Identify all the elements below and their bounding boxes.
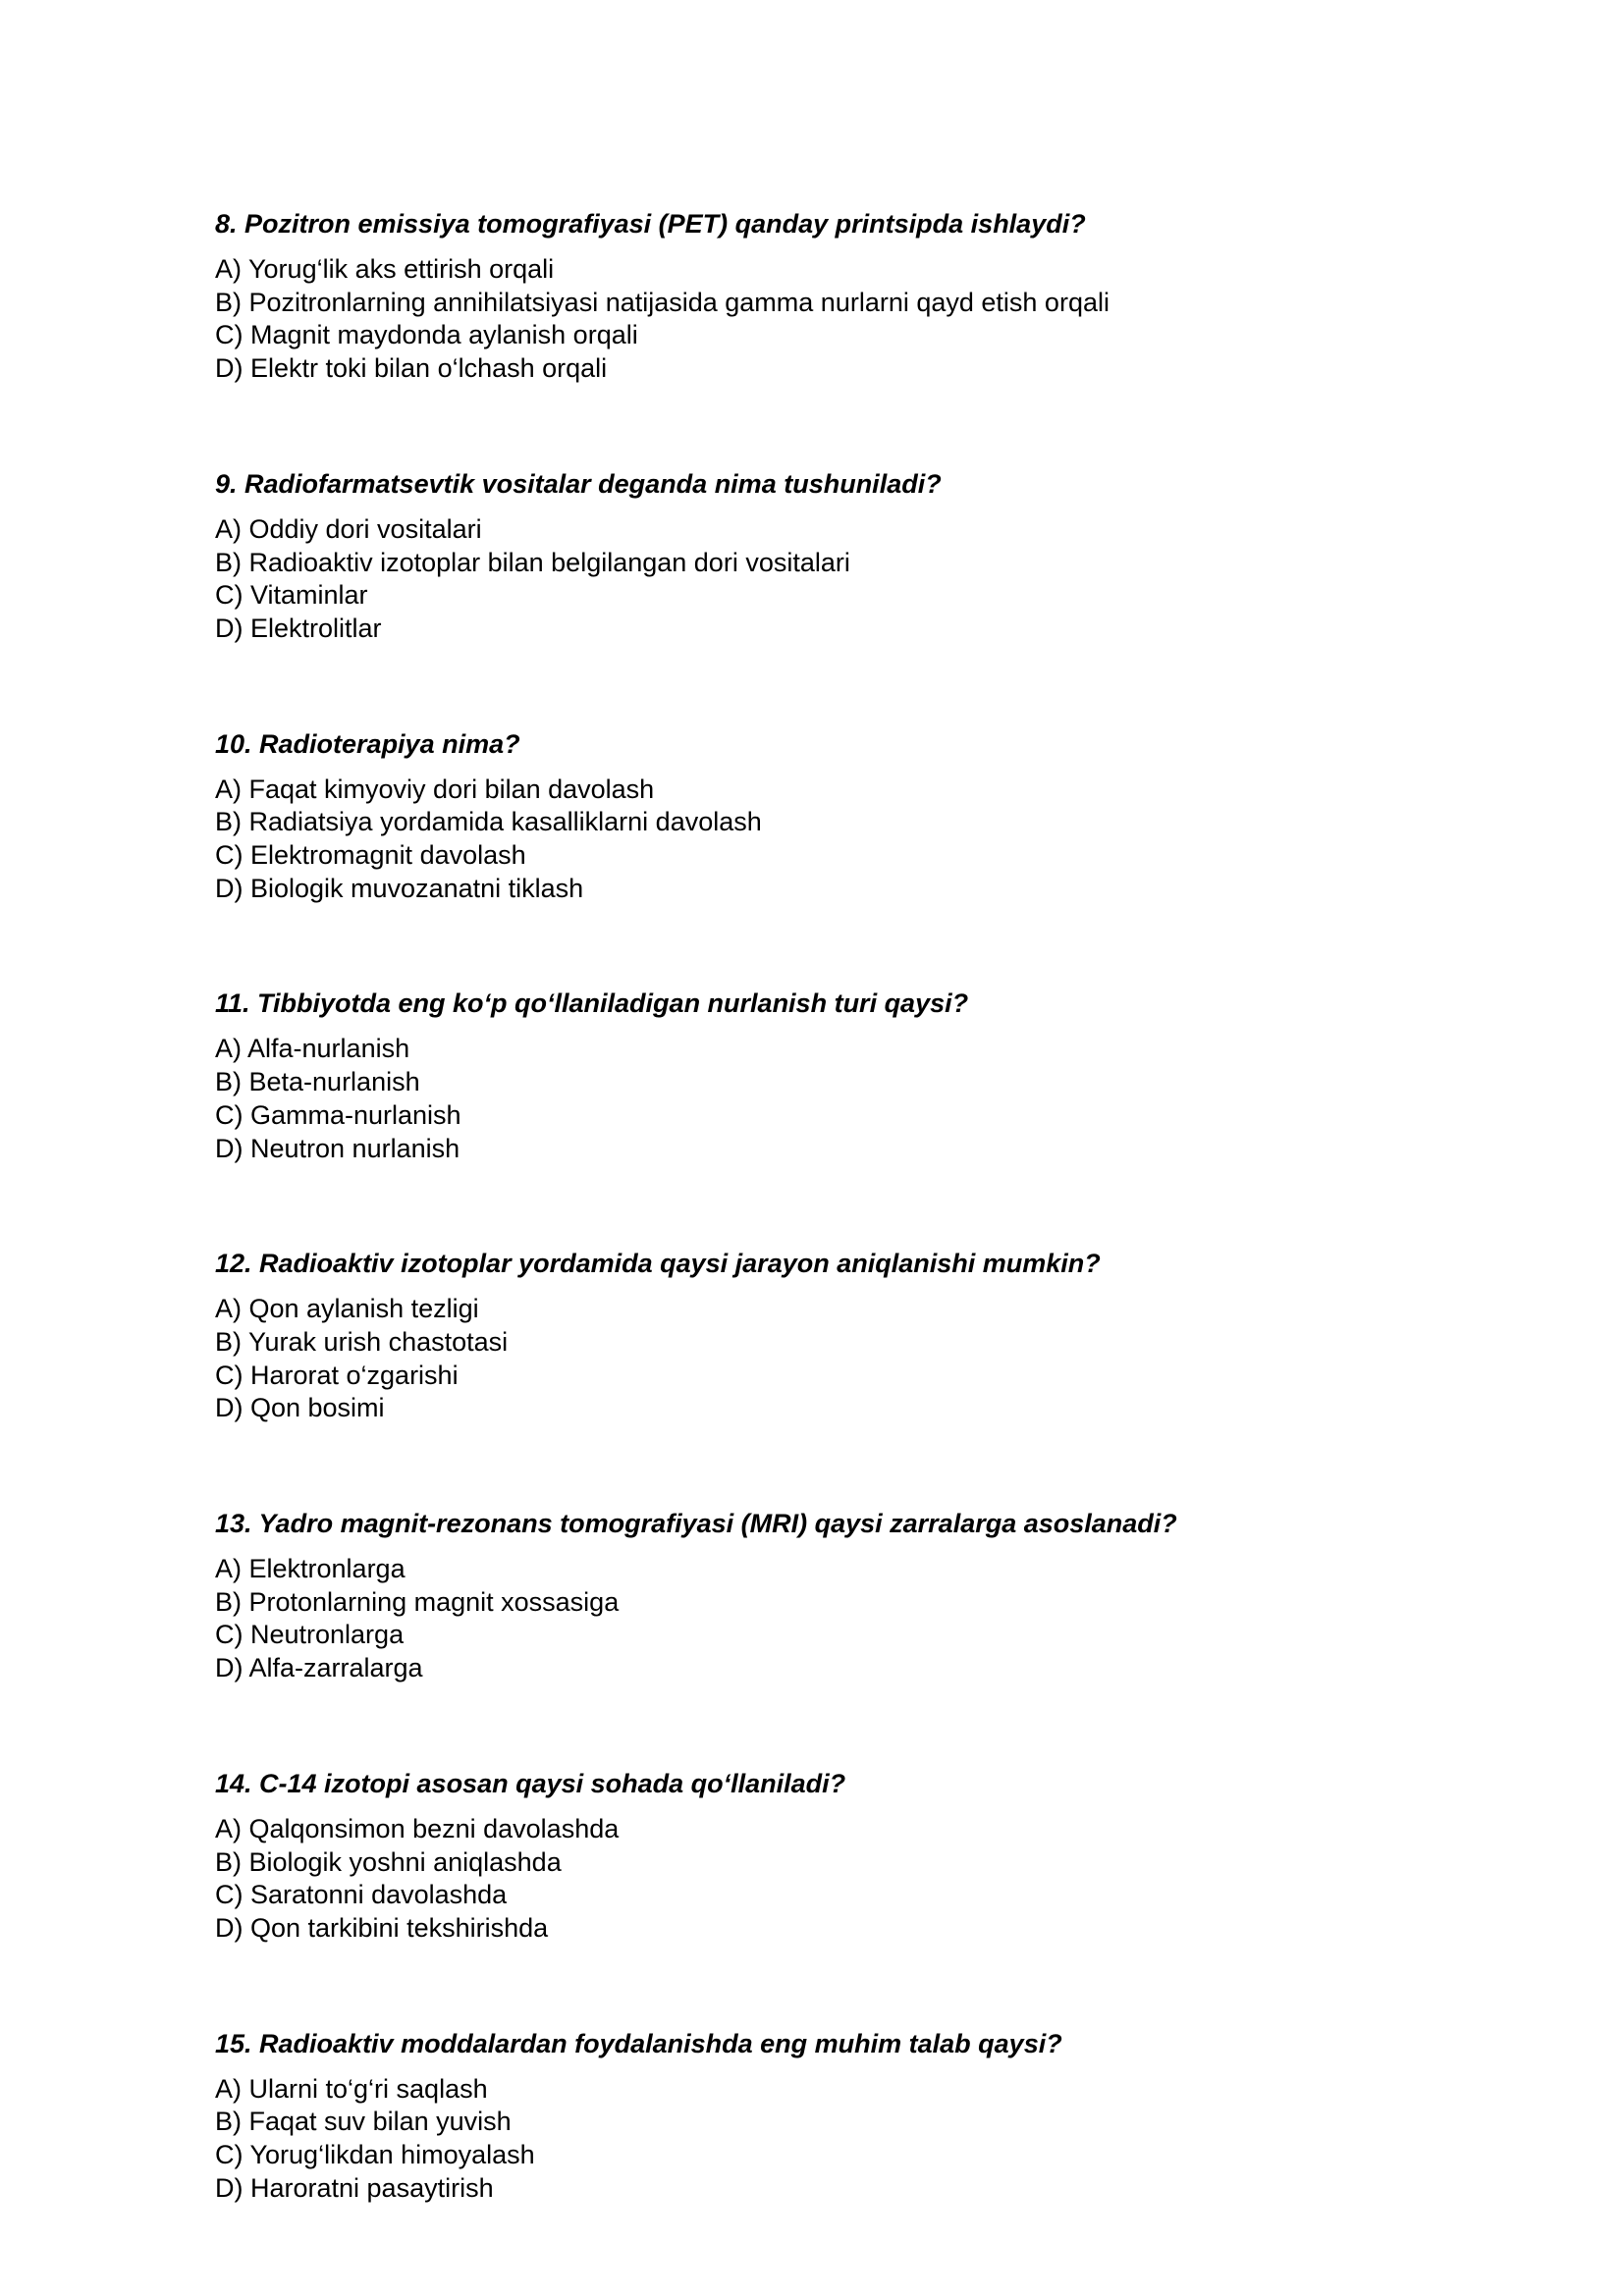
question-9 (215, 466, 1491, 646)
answer-option-b: B) Beta-nurlanish (215, 1067, 420, 1097)
question-15 (215, 2026, 1491, 2206)
question-14 (215, 1766, 1491, 1946)
answer-option-a: A) Alfa-nurlanish (215, 1034, 410, 1064)
answer-option-b: B) Protonlarning magnit xossasiga (215, 1586, 620, 1617)
answer-option-a: A) Yorug‘lik aks ettirish orqali (215, 254, 555, 284)
answer-option-d: D) Elektr toki bilan o‘lchash orqali (215, 353, 608, 384)
answer-option-c: C) Saratonni davolashda (215, 1880, 508, 1910)
answer-options (215, 774, 1491, 906)
answer-option-a: A) Ularni to‘g‘ri saqlash (215, 2073, 488, 2104)
question-title: 14. C-14 izotopi asosan qaysi sohada qo‘llaniladi? (215, 1768, 846, 1798)
answer-options (215, 513, 1491, 646)
question-title: 10. Radioterapiya nima? (215, 728, 520, 759)
question-title: 13. Yadro magnit-rezonans tomografiyasi (MRI) qaysi zarralarga asoslanadi? (215, 1509, 1177, 1539)
answer-options (215, 2073, 1491, 2206)
answer-option-b: B) Radioaktiv izotoplar bilan belgilangan dori vositalari (215, 547, 850, 577)
answer-option-c: C) Elektromagnit davolash (215, 840, 526, 871)
question-11 (215, 986, 1491, 1165)
answer-option-d: D) Qon bosimi (215, 1393, 385, 1423)
answer-option-d: D) Alfa-zarralarga (215, 1653, 423, 1683)
answer-option-b: B) Yurak urish chastotasi (215, 1326, 509, 1357)
question-title: 12. Radioaktiv izotoplar yordamida qaysi jarayon aniqlanishi mumkin? (215, 1249, 1101, 1279)
answer-options (215, 253, 1491, 386)
answer-option-b: B) Radiatsiya yordamida kasalliklarni davolash (215, 807, 762, 837)
answer-option-c: C) Neutronlarga (215, 1620, 405, 1650)
answer-option-a: A) Faqat kimyoviy dori bilan davolash (215, 774, 655, 804)
answer-option-d: D) Neutron nurlanish (215, 1133, 460, 1163)
question-title: 15. Radioaktiv moddalardan foydalanishda eng muhim talab qaysi? (215, 2028, 1062, 2058)
answer-option-c: C) Yorug‘likdan himoyalash (215, 2140, 535, 2170)
question-12 (215, 1246, 1491, 1425)
document-page (215, 206, 1491, 2286)
answer-option-b: B) Pozitronlarning annihilatsiyasi natijasida gamma nurlarni qayd etish orqali (215, 287, 1110, 317)
answer-option-a: A) Qon aylanish tezligi (215, 1294, 479, 1324)
answer-option-c: C) Gamma-nurlanish (215, 1099, 461, 1130)
question-8 (215, 206, 1491, 386)
answer-option-d: D) Elektrolitlar (215, 613, 382, 643)
question-title: 9. Radiofarmatsevtik vositalar deganda nima tushuniladi? (215, 468, 942, 499)
answer-options (215, 1033, 1491, 1165)
answer-option-a: A) Oddiy dori vositalari (215, 513, 482, 544)
answer-option-d: D) Biologik muvozanatni tiklash (215, 873, 584, 903)
answer-option-a: A) Elektronlarga (215, 1554, 406, 1584)
answer-options (215, 1813, 1491, 1946)
question-13 (215, 1506, 1491, 1685)
answer-options (215, 1293, 1491, 1425)
answer-option-b: B) Faqat suv bilan yuvish (215, 2107, 512, 2137)
question-title: 11. Tibbiyotda eng ko‘p qo‘llaniladigan nurlanish turi qaysi? (215, 988, 969, 1019)
question-title: 8. Pozitron emissiya tomografiyasi (PET) qanday printsipda ishlaydi? (215, 209, 1086, 239)
question-10 (215, 726, 1491, 906)
answer-option-a: A) Qalqonsimon bezni davolashda (215, 1813, 620, 1843)
answer-option-c: C) Harorat o‘zgarishi (215, 1360, 459, 1390)
answer-options (215, 1553, 1491, 1685)
answer-option-d: D) Haroratni pasaytirish (215, 2172, 494, 2203)
answer-option-c: C) Vitaminlar (215, 580, 368, 611)
answer-option-b: B) Biologik yoshni aniqlashda (215, 1846, 562, 1877)
answer-option-c: C) Magnit maydonda aylanish orqali (215, 320, 638, 350)
answer-option-d: D) Qon tarkibini tekshirishda (215, 1912, 549, 1943)
